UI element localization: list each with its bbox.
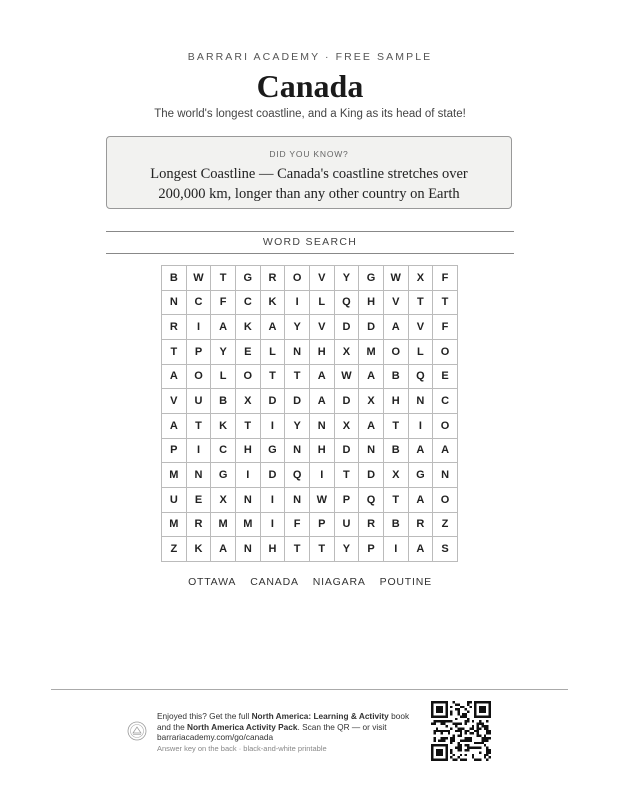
grid-cell: N xyxy=(236,488,261,513)
grid-cell: H xyxy=(384,389,409,414)
grid-cell: Y xyxy=(335,266,360,291)
grid-cell: A xyxy=(211,315,236,340)
grid-cell: N xyxy=(285,439,310,464)
grid-cell: H xyxy=(310,340,335,365)
grid-cell: D xyxy=(359,463,384,488)
word-list-item: NIAGARA xyxy=(312,576,366,588)
word-list-item: CANADA xyxy=(250,576,299,588)
promo-url[interactable]: barrariacademy.com/go/canada xyxy=(157,732,274,742)
grid-cell: M xyxy=(359,340,384,365)
grid-cell: M xyxy=(162,513,187,538)
grid-cell: G xyxy=(211,463,236,488)
grid-cell: O xyxy=(384,340,409,365)
academy-seal-icon xyxy=(127,721,147,741)
grid-cell: L xyxy=(310,291,335,316)
grid-cell: G xyxy=(261,439,286,464)
grid-cell: W xyxy=(310,488,335,513)
grid-cell: I xyxy=(187,439,212,464)
grid-cell: Y xyxy=(335,537,360,562)
grid-cell: I xyxy=(409,414,434,439)
grid-cell: M xyxy=(162,463,187,488)
grid-cell: Q xyxy=(335,291,360,316)
grid-cell: A xyxy=(359,414,384,439)
grid-cell: A xyxy=(162,414,187,439)
did-you-know-box xyxy=(106,136,512,209)
grid-cell: G xyxy=(409,463,434,488)
grid-cell: Y xyxy=(285,414,310,439)
grid-cell: D xyxy=(285,389,310,414)
grid-cell: A xyxy=(162,365,187,390)
grid-cell: K xyxy=(236,315,261,340)
grid-cell: F xyxy=(211,291,236,316)
grid-cell: L xyxy=(409,340,434,365)
grid-cell: W xyxy=(187,266,212,291)
grid-cell: X xyxy=(359,389,384,414)
pack-title[interactable]: North America Activity Pack xyxy=(187,721,298,732)
grid-cell: O xyxy=(236,365,261,390)
grid-cell: A xyxy=(409,439,434,464)
grid-cell: B xyxy=(384,439,409,464)
grid-cell: T xyxy=(409,291,434,316)
grid-cell: F xyxy=(433,315,458,340)
grid-cell: B xyxy=(384,513,409,538)
grid-cell: N xyxy=(187,463,212,488)
grid-cell: O xyxy=(285,266,310,291)
grid-cell: S xyxy=(433,537,458,562)
grid-cell: K xyxy=(261,291,286,316)
page-title: Canada xyxy=(256,68,364,104)
grid-cell: W xyxy=(335,365,360,390)
grid-cell: A xyxy=(409,537,434,562)
grid-cell: O xyxy=(433,488,458,513)
grid-cell: I xyxy=(310,463,335,488)
grid-cell: V xyxy=(310,315,335,340)
grid-cell: C xyxy=(211,439,236,464)
grid-cell: L xyxy=(211,365,236,390)
grid-cell: X xyxy=(335,340,360,365)
grid-cell: I xyxy=(384,537,409,562)
word-list-item: OTTAWA xyxy=(188,576,237,588)
grid-cell: I xyxy=(261,513,286,538)
grid-cell: X xyxy=(236,389,261,414)
grid-cell: G xyxy=(236,266,261,291)
grid-cell: P xyxy=(359,537,384,562)
word-list-item: POUTINE xyxy=(379,576,432,588)
grid-cell: P xyxy=(310,513,335,538)
grid-cell: R xyxy=(409,513,434,538)
grid-cell: T xyxy=(261,365,286,390)
grid-cell: U xyxy=(335,513,360,538)
grid-cell: R xyxy=(261,266,286,291)
grid-cell: C xyxy=(433,389,458,414)
promo-text xyxy=(157,711,422,754)
grid-cell: Z xyxy=(433,513,458,538)
grid-cell: U xyxy=(187,389,212,414)
grid-cell: D xyxy=(335,439,360,464)
grid-cell: D xyxy=(359,315,384,340)
grid-cell: R xyxy=(359,513,384,538)
grid-cell: N xyxy=(285,488,310,513)
grid-cell: C xyxy=(236,291,261,316)
grid-cell: G xyxy=(359,266,384,291)
grid-cell: T xyxy=(236,414,261,439)
promo-line-2: and the North America Activity Pack. Scan the QR — or visit xyxy=(157,721,387,732)
fact-label: DID YOU KNOW? xyxy=(269,149,349,159)
word-list xyxy=(0,576,620,588)
grid-cell: C xyxy=(187,291,212,316)
grid-cell: L xyxy=(261,340,286,365)
grid-cell: M xyxy=(211,513,236,538)
grid-cell: Z xyxy=(162,537,187,562)
grid-cell: R xyxy=(162,315,187,340)
grid-cell: H xyxy=(261,537,286,562)
grid-cell: T xyxy=(384,488,409,513)
grid-cell: T xyxy=(384,414,409,439)
grid-cell: X xyxy=(335,414,360,439)
grid-cell: V xyxy=(384,291,409,316)
grid-cell: Q xyxy=(409,365,434,390)
grid-cell: D xyxy=(261,389,286,414)
grid-cell: A xyxy=(310,365,335,390)
grid-cell: X xyxy=(409,266,434,291)
grid-cell: T xyxy=(285,365,310,390)
page-subtitle: The world's longest coastline, and a King as its head of state! xyxy=(154,108,466,120)
grid-cell: T xyxy=(285,537,310,562)
promo-line-1: Enjoyed this? Get the full North America: Learning & Activity book xyxy=(157,711,410,721)
grid-cell: F xyxy=(285,513,310,538)
grid-cell: V xyxy=(162,389,187,414)
grid-cell: A xyxy=(211,537,236,562)
grid-cell: P xyxy=(335,488,360,513)
grid-cell: B xyxy=(162,266,187,291)
grid-cell: W xyxy=(384,266,409,291)
grid-cell: K xyxy=(211,414,236,439)
grid-cell: K xyxy=(187,537,212,562)
grid-cell: I xyxy=(261,414,286,439)
grid-cell: N xyxy=(310,414,335,439)
grid-cell: A xyxy=(310,389,335,414)
grid-cell: D xyxy=(261,463,286,488)
book-title[interactable]: North America: Learning & Activity xyxy=(251,711,389,721)
grid-cell: Q xyxy=(359,488,384,513)
grid-cell: Y xyxy=(211,340,236,365)
grid-cell: V xyxy=(409,315,434,340)
grid-cell: A xyxy=(409,488,434,513)
grid-cell: I xyxy=(236,463,261,488)
grid-cell: T xyxy=(310,537,335,562)
grid-cell: E xyxy=(236,340,261,365)
footer-divider xyxy=(51,689,568,690)
grid-cell: T xyxy=(433,291,458,316)
grid-cell: U xyxy=(162,488,187,513)
grid-cell: I xyxy=(261,488,286,513)
grid-cell: O xyxy=(433,340,458,365)
grid-cell: B xyxy=(211,389,236,414)
grid-cell: I xyxy=(187,315,212,340)
grid-cell: X xyxy=(384,463,409,488)
grid-cell: N xyxy=(433,463,458,488)
grid-cell: T xyxy=(162,340,187,365)
grid-cell: A xyxy=(433,439,458,464)
grid-cell: H xyxy=(310,439,335,464)
grid-cell: O xyxy=(187,365,212,390)
grid-cell: V xyxy=(310,266,335,291)
grid-cell: P xyxy=(187,340,212,365)
grid-cell: R xyxy=(187,513,212,538)
grid-cell: T xyxy=(187,414,212,439)
grid-cell: A xyxy=(384,315,409,340)
word-search-grid xyxy=(161,265,458,562)
publisher-kicker: BARRARI ACADEMY · FREE SAMPLE xyxy=(187,51,433,63)
grid-cell: N xyxy=(285,340,310,365)
grid-cell: X xyxy=(211,488,236,513)
qr-code-icon[interactable] xyxy=(431,701,491,761)
word-search-heading: WORD SEARCH xyxy=(106,231,514,254)
grid-cell: D xyxy=(335,315,360,340)
grid-cell: F xyxy=(433,266,458,291)
grid-cell: A xyxy=(261,315,286,340)
grid-cell: M xyxy=(236,513,261,538)
fact-text: Longest Coastline — Canada's coastline stretches over 200,000 km, longer than any other country on Earth xyxy=(150,166,468,202)
grid-cell: E xyxy=(433,365,458,390)
grid-cell: H xyxy=(236,439,261,464)
grid-cell: N xyxy=(236,537,261,562)
grid-cell: H xyxy=(359,291,384,316)
grid-cell: P xyxy=(162,439,187,464)
grid-cell: D xyxy=(335,389,360,414)
grid-cell: T xyxy=(335,463,360,488)
grid-cell: Y xyxy=(285,315,310,340)
grid-cell: E xyxy=(187,488,212,513)
grid-cell: N xyxy=(162,291,187,316)
grid-cell: I xyxy=(285,291,310,316)
grid-cell: Q xyxy=(285,463,310,488)
grid-cell: N xyxy=(409,389,434,414)
grid-cell: B xyxy=(384,365,409,390)
grid-cell: N xyxy=(359,439,384,464)
grid-cell: A xyxy=(359,365,384,390)
answer-key-note: Answer key on the back · black-and-white printable xyxy=(157,743,327,753)
grid-cell: O xyxy=(433,414,458,439)
grid-cell: T xyxy=(211,266,236,291)
